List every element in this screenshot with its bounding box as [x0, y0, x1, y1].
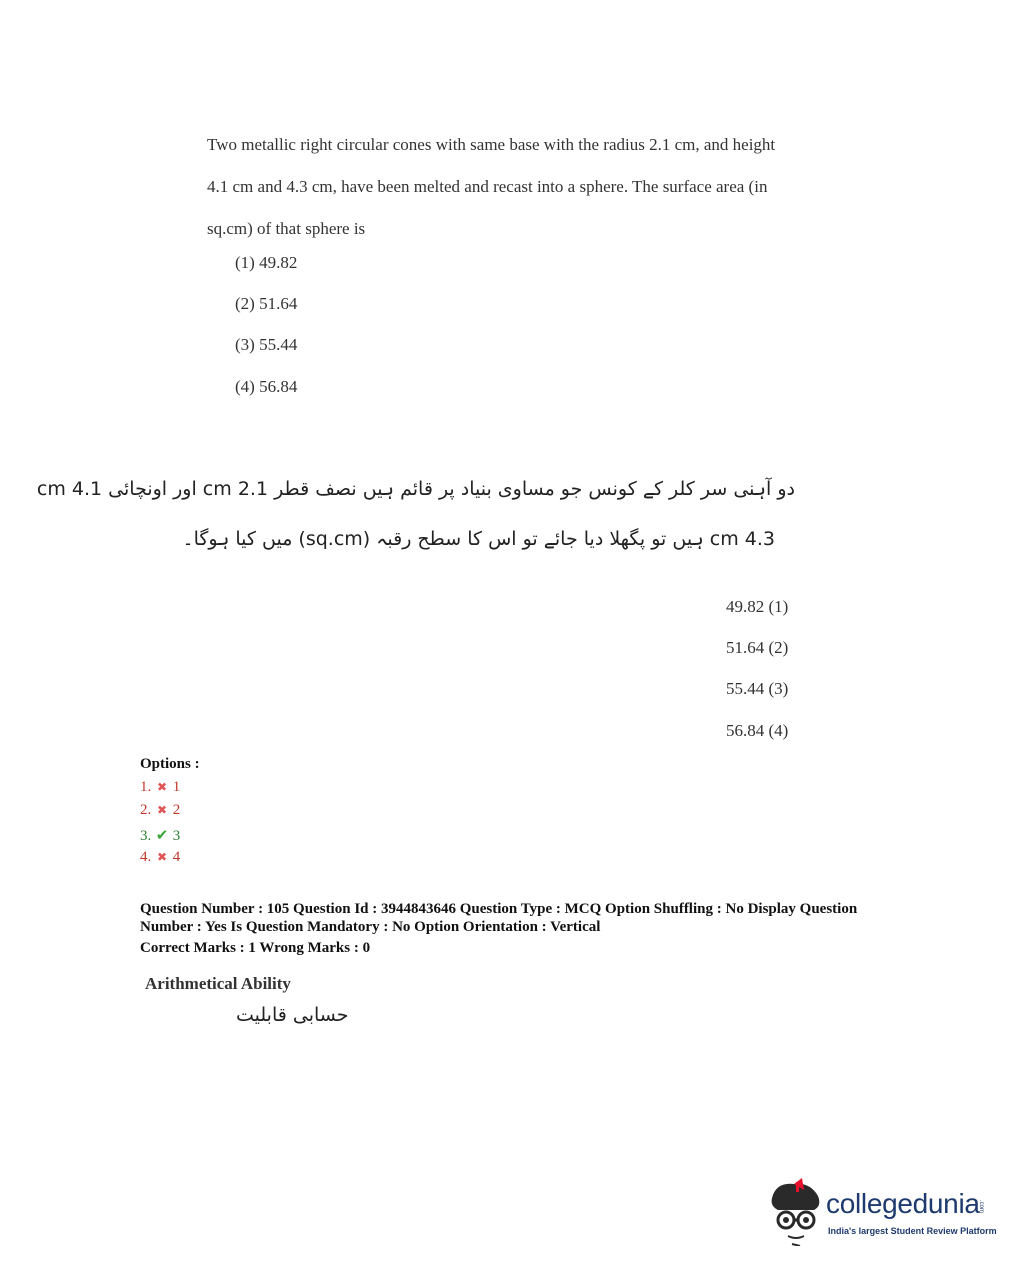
question-meta-line-2: Number : Yes Is Question Mandatory : No Option Orientation : Vertical: [140, 919, 601, 935]
question-meta-line-1: Question Number : 105 Question Id : 3944843646 Question Type : MCQ Option Shuffling : No Display Question: [140, 901, 858, 917]
question-meta: [140, 900, 920, 936]
urdu-option-1: 49.82 (1): [726, 597, 789, 616]
cross-icon: ✖: [156, 803, 168, 817]
section-title-english: Arithmetical Ability: [145, 974, 291, 993]
question-text-english: [207, 124, 847, 250]
section-title-urdu: حسابی قابلیت: [236, 1004, 349, 1026]
urdu-option-2: 51.64 (2): [726, 638, 789, 657]
urdu-option-3: 55.44 (3): [726, 679, 789, 698]
answer-option-value: 1: [172, 779, 181, 795]
options-heading: Options :: [140, 756, 200, 772]
answer-option-1: [140, 779, 180, 796]
answer-option-3: [140, 826, 180, 845]
question-text-urdu-line-1: دو آہنی سر کلر کے کونس جو مساوی بنیاد پر قائم ہیں نصف قطر 2.1 cm اور اونچائی 4.1 cm: [36, 478, 795, 500]
answer-option-number: 3.: [140, 828, 152, 844]
logo-suffix: .com: [978, 1200, 984, 1214]
answer-option-value: 4: [172, 849, 181, 865]
english-option-3: (3) 55.44: [235, 335, 298, 354]
logo-tagline: India's largest Student Review Platform: [828, 1226, 997, 1236]
check-icon: ✔: [155, 828, 169, 844]
answer-option-value: 2: [172, 802, 181, 818]
cross-icon: ✖: [156, 850, 168, 864]
cross-icon: ✖: [156, 780, 168, 794]
marks-info: Correct Marks : 1 Wrong Marks : 0: [140, 940, 371, 956]
logo-wordmark: collegedunia: [826, 1188, 980, 1219]
question-line-2: 4.1 cm and 4.3 cm, have been melted and recast into a sphere. The surface area (in: [207, 177, 768, 196]
english-option-1: (1) 49.82: [235, 253, 298, 272]
question-line-1: Two metallic right circular cones with same base with the radius 2.1 cm, and height: [207, 135, 776, 154]
question-line-3: sq.cm) of that sphere is: [207, 219, 366, 238]
answer-option-number: 1.: [140, 779, 152, 795]
urdu-option-4: 56.84 (4): [726, 721, 789, 740]
answer-option-number: 4.: [140, 849, 152, 865]
answer-option-number: 2.: [140, 802, 152, 818]
answer-option-4: [140, 849, 180, 866]
question-text-urdu-line-2: 4.3 cm ہیں تو پگھلا دیا جائے تو اس کا سطح رقبہ (sq.cm) میں کیا ہوگا۔: [182, 528, 775, 550]
answer-option-value: 3: [172, 828, 181, 844]
english-option-4: (4) 56.84: [235, 377, 298, 396]
answer-option-2: [140, 802, 180, 819]
english-option-2: (2) 51.64: [235, 294, 298, 313]
